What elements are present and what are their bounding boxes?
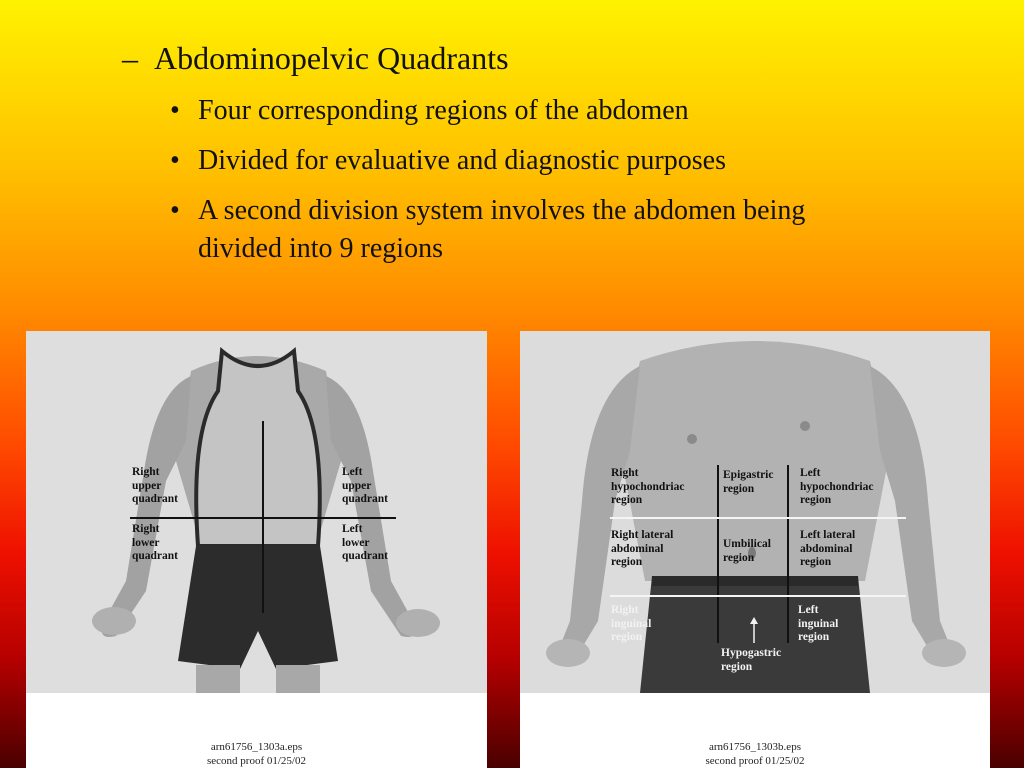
quadrants-figure xyxy=(26,331,487,768)
label-right-upper-quadrant: Right upper quadrant xyxy=(132,466,179,505)
label-left-lateral-abdominal-region: Left lateral abdominal region xyxy=(800,529,856,568)
female-torso-illustration xyxy=(26,331,487,693)
bullet-text: Four corresponding regions of the abdomen xyxy=(198,95,689,126)
bullet-text: A second division system involves the abdomen being divided into 9 regions xyxy=(198,195,806,264)
label-right-lateral-abdominal-region: Right lateral abdominal region xyxy=(611,529,674,568)
figure-b-caption-file: arn61756_1303b.eps xyxy=(709,741,801,753)
label-epigastric-region: Epigastric region xyxy=(723,469,774,495)
figure-a-caption-proof: second proof 01/25/02 xyxy=(207,755,306,767)
label-left-inguinal-region: Left inguinal region xyxy=(798,604,839,643)
grid-line-lower-horizontal xyxy=(610,595,906,597)
bullet-list xyxy=(170,92,890,280)
label-left-upper-quadrant: Left upper quadrant xyxy=(342,466,389,505)
label-right-inguinal-region: Right inguinal region xyxy=(611,604,652,643)
heading-dash: – xyxy=(122,40,138,76)
horizontal-midline xyxy=(130,517,396,519)
grid-line-right-vertical xyxy=(787,465,789,643)
label-left-hypochondriac-region: Left hypochondriac region xyxy=(800,467,874,506)
grid-line-upper-horizontal xyxy=(610,517,906,519)
bullet-text: Divided for evaluative and diagnostic purposes xyxy=(198,145,726,176)
bullet-dot: • xyxy=(170,145,180,176)
heading-text: Abdominopelvic Quadrants xyxy=(154,40,509,76)
nine-regions-photo xyxy=(520,331,990,693)
bullet-item xyxy=(170,142,890,180)
quadrants-photo xyxy=(26,331,487,693)
bullet-dot: • xyxy=(170,95,180,126)
label-right-hypochondriac-region: Right hypochondriac region xyxy=(611,467,685,506)
label-hypogastric-region: Hypogastric region xyxy=(721,647,782,673)
label-left-lower-quadrant: Left lower quadrant xyxy=(342,523,389,562)
arrow-up-icon xyxy=(748,617,760,643)
bullet-item xyxy=(170,92,890,130)
grid-line-left-vertical xyxy=(717,465,719,643)
nine-regions-figure xyxy=(520,331,990,768)
slide-heading xyxy=(122,38,509,78)
label-right-lower-quadrant: Right lower quadrant xyxy=(132,523,179,562)
figure-b-caption-proof: second proof 01/25/02 xyxy=(705,755,805,767)
bullet-item xyxy=(170,192,890,268)
figure-a-caption-file: arn61756_1303a.eps xyxy=(210,741,303,753)
label-umbilical-region: Umbilical region xyxy=(723,538,771,564)
bullet-dot: • xyxy=(170,195,180,226)
